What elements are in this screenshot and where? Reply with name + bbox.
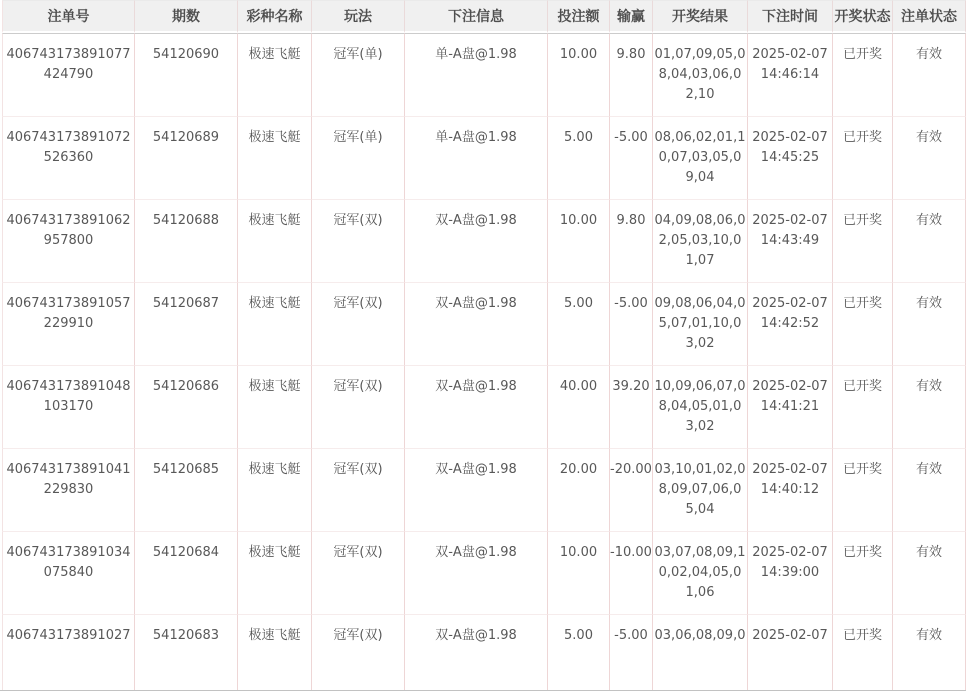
cell-bet-info: 双-A盘@1.98 bbox=[405, 532, 548, 615]
cell-bet-info: 单-A盘@1.98 bbox=[405, 33, 548, 117]
cell-order-no: 406743173891027 bbox=[2, 615, 135, 691]
cell-amount: 10.00 bbox=[548, 33, 610, 117]
cell-bet-time: 2025-02-07 14:46:14 bbox=[748, 33, 833, 117]
cell-period: 54120689 bbox=[135, 117, 238, 200]
cell-result: 08,06,02,01,10,07,03,05,09,04 bbox=[653, 117, 748, 200]
table-row bbox=[2, 366, 966, 449]
cell-draw-status: 已开奖 bbox=[833, 615, 893, 691]
cell-play: 冠军(单) bbox=[312, 117, 405, 200]
cell-play: 冠军(双) bbox=[312, 615, 405, 691]
cell-draw-status: 已开奖 bbox=[833, 449, 893, 532]
cell-result: 09,08,06,04,05,07,01,10,03,02 bbox=[653, 283, 748, 366]
cell-lottery: 极速飞艇 bbox=[238, 532, 312, 615]
cell-order-no: 406743173891062957800 bbox=[2, 200, 135, 283]
cell-order-status: 有效 bbox=[893, 449, 966, 532]
cell-result: 03,07,08,09,10,02,04,05,01,06 bbox=[653, 532, 748, 615]
cell-order-status: 有效 bbox=[893, 366, 966, 449]
table-body bbox=[2, 33, 966, 691]
cell-lottery: 极速飞艇 bbox=[238, 283, 312, 366]
cell-draw-status: 已开奖 bbox=[833, 366, 893, 449]
cell-lottery: 极速飞艇 bbox=[238, 33, 312, 117]
column-header-win-loss: 输赢 bbox=[610, 0, 653, 33]
cell-win-loss: 9.80 bbox=[610, 33, 653, 117]
cell-period: 54120687 bbox=[135, 283, 238, 366]
cell-period: 54120688 bbox=[135, 200, 238, 283]
cell-bet-info: 双-A盘@1.98 bbox=[405, 449, 548, 532]
cell-bet-time: 2025-02-07 14:42:52 bbox=[748, 283, 833, 366]
column-header-order-no: 注单号 bbox=[2, 0, 135, 33]
cell-win-loss: 39.20 bbox=[610, 366, 653, 449]
cell-play: 冠军(双) bbox=[312, 449, 405, 532]
cell-amount: 5.00 bbox=[548, 615, 610, 691]
cell-bet-info: 双-A盘@1.98 bbox=[405, 283, 548, 366]
cell-bet-info: 双-A盘@1.98 bbox=[405, 200, 548, 283]
cell-win-loss: -5.00 bbox=[610, 283, 653, 366]
cell-lottery: 极速飞艇 bbox=[238, 449, 312, 532]
cell-period: 54120684 bbox=[135, 532, 238, 615]
cell-order-status: 有效 bbox=[893, 615, 966, 691]
cell-result: 04,09,08,06,02,05,03,10,01,07 bbox=[653, 200, 748, 283]
cell-bet-time: 2025-02-07 14:41:21 bbox=[748, 366, 833, 449]
column-header-result: 开奖结果 bbox=[653, 0, 748, 33]
cell-win-loss: -10.00 bbox=[610, 532, 653, 615]
cell-play: 冠军(双) bbox=[312, 366, 405, 449]
cell-period: 54120683 bbox=[135, 615, 238, 691]
cell-lottery: 极速飞艇 bbox=[238, 200, 312, 283]
cell-draw-status: 已开奖 bbox=[833, 532, 893, 615]
cell-win-loss: -20.00 bbox=[610, 449, 653, 532]
table-row bbox=[2, 200, 966, 283]
cell-lottery: 极速飞艇 bbox=[238, 117, 312, 200]
table-row bbox=[2, 449, 966, 532]
cell-bet-time: 2025-02-07 bbox=[748, 615, 833, 691]
bet-records-table bbox=[2, 0, 966, 691]
column-header-bet-time: 下注时间 bbox=[748, 0, 833, 33]
cell-win-loss: 9.80 bbox=[610, 200, 653, 283]
cell-win-loss: -5.00 bbox=[610, 615, 653, 691]
cell-play: 冠军(双) bbox=[312, 200, 405, 283]
cell-draw-status: 已开奖 bbox=[833, 283, 893, 366]
table-row bbox=[2, 283, 966, 366]
cell-order-status: 有效 bbox=[893, 532, 966, 615]
cell-bet-info: 双-A盘@1.98 bbox=[405, 366, 548, 449]
cell-amount: 5.00 bbox=[548, 283, 610, 366]
cell-period: 54120685 bbox=[135, 449, 238, 532]
column-header-draw-status: 开奖状态 bbox=[833, 0, 893, 33]
cell-order-no: 406743173891077424790 bbox=[2, 33, 135, 117]
cell-bet-time: 2025-02-07 14:45:25 bbox=[748, 117, 833, 200]
cell-play: 冠军(单) bbox=[312, 33, 405, 117]
cell-bet-info: 双-A盘@1.98 bbox=[405, 615, 548, 691]
cell-order-status: 有效 bbox=[893, 33, 966, 117]
column-header-amount: 投注额 bbox=[548, 0, 610, 33]
cell-order-no: 406743173891034075840 bbox=[2, 532, 135, 615]
cell-order-no: 406743173891057229910 bbox=[2, 283, 135, 366]
column-header-lottery: 彩种名称 bbox=[238, 0, 312, 33]
cell-order-status: 有效 bbox=[893, 200, 966, 283]
cell-amount: 20.00 bbox=[548, 449, 610, 532]
cell-bet-time: 2025-02-07 14:43:49 bbox=[748, 200, 833, 283]
cell-draw-status: 已开奖 bbox=[833, 117, 893, 200]
cell-order-status: 有效 bbox=[893, 117, 966, 200]
cell-bet-info: 单-A盘@1.98 bbox=[405, 117, 548, 200]
cell-order-no: 406743173891041229830 bbox=[2, 449, 135, 532]
cell-draw-status: 已开奖 bbox=[833, 200, 893, 283]
table-row bbox=[2, 33, 966, 117]
table-header bbox=[2, 0, 966, 33]
cell-result: 10,09,06,07,08,04,05,01,03,02 bbox=[653, 366, 748, 449]
table-row bbox=[2, 117, 966, 200]
cell-order-no: 406743173891072526360 bbox=[2, 117, 135, 200]
column-header-play: 玩法 bbox=[312, 0, 405, 33]
cell-period: 54120686 bbox=[135, 366, 238, 449]
cell-win-loss: -5.00 bbox=[610, 117, 653, 200]
column-header-bet-info: 下注信息 bbox=[405, 0, 548, 33]
cell-bet-time: 2025-02-07 14:40:12 bbox=[748, 449, 833, 532]
cell-lottery: 极速飞艇 bbox=[238, 615, 312, 691]
cell-draw-status: 已开奖 bbox=[833, 33, 893, 117]
cell-play: 冠军(双) bbox=[312, 283, 405, 366]
cell-result: 01,07,09,05,08,04,03,06,02,10 bbox=[653, 33, 748, 117]
cell-bet-time: 2025-02-07 14:39:00 bbox=[748, 532, 833, 615]
column-header-period: 期数 bbox=[135, 0, 238, 33]
cell-result: 03,06,08,09,0 bbox=[653, 615, 748, 691]
table-row bbox=[2, 532, 966, 615]
cell-amount: 10.00 bbox=[548, 200, 610, 283]
cell-result: 03,10,01,02,08,09,07,06,05,04 bbox=[653, 449, 748, 532]
cell-amount: 40.00 bbox=[548, 366, 610, 449]
cell-amount: 10.00 bbox=[548, 532, 610, 615]
cell-play: 冠军(双) bbox=[312, 532, 405, 615]
cell-period: 54120690 bbox=[135, 33, 238, 117]
header-row bbox=[2, 0, 966, 33]
cell-amount: 5.00 bbox=[548, 117, 610, 200]
cell-order-no: 406743173891048103170 bbox=[2, 366, 135, 449]
cell-order-status: 有效 bbox=[893, 283, 966, 366]
table-row bbox=[2, 615, 966, 691]
column-header-order-status: 注单状态 bbox=[893, 0, 966, 33]
cell-lottery: 极速飞艇 bbox=[238, 366, 312, 449]
